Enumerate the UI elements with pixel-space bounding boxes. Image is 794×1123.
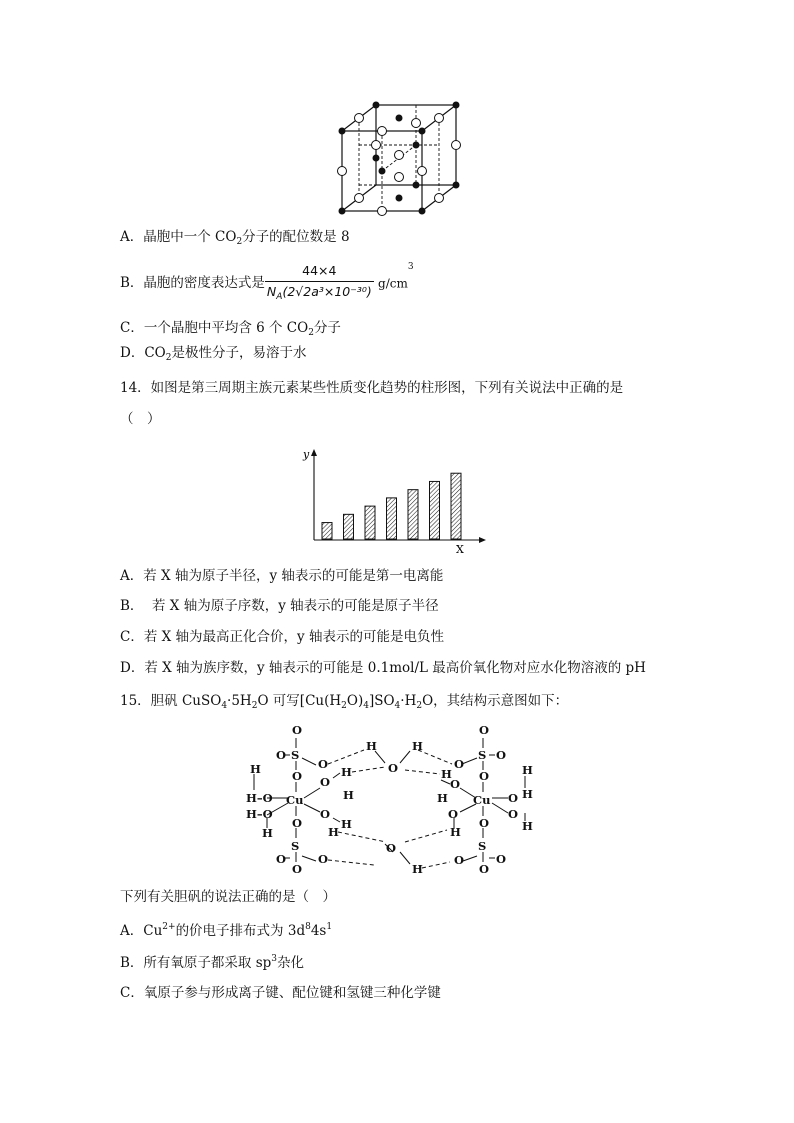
bar-7 [451, 473, 461, 539]
q13-option-d-sub: 2 [165, 353, 172, 363]
q13-option-b-unit-sup: 3 [407, 262, 414, 272]
svg-text:Cu: Cu [473, 793, 491, 807]
svg-text:O: O [292, 769, 303, 783]
q13-option-c [120, 322, 341, 338]
fraction-denominator: $N_A(2√2a^3\times 10^{-30})$ [266, 283, 372, 302]
bar-3 [365, 506, 375, 539]
svg-text:H: H [412, 739, 423, 753]
svg-text:H: H [441, 767, 452, 781]
svg-text:O: O [292, 723, 303, 737]
q14-option-a-text: A．若 X 轴为原子半径，y 轴表示的可能是第一电离能 [120, 568, 444, 584]
svg-text:H: H [250, 762, 261, 776]
q14-option-b [120, 600, 439, 614]
q14-option-d-text: D．若 X 轴为族序数，y 轴表示的可能是 0.1mol/L 最高价氧化物对应水化物溶液的 pH [120, 660, 646, 676]
q13-option-b-prefix: B．晶胞的密度表达式是 [120, 274, 265, 291]
svg-text:H: H [412, 862, 423, 876]
svg-text:H: H [262, 826, 273, 840]
svg-text:Cu: Cu [286, 793, 304, 807]
q14-option-c-text: C．若 X 轴为最高正化合价，y 轴表示的可能是电负性 [120, 629, 444, 645]
svg-text:O: O [388, 761, 399, 775]
bar-6 [430, 481, 440, 539]
svg-text:S: S [291, 748, 300, 762]
svg-text:O: O [320, 807, 331, 821]
svg-text:H: H [366, 739, 377, 753]
svg-text:O: O [454, 757, 465, 771]
q15-option-a: A．$Cu^{2+}$的价电子排布式为 $3d^84s^1$ [120, 922, 333, 939]
y-axis-label: y [303, 448, 310, 461]
copper-sulfate-structure-diagram [240, 718, 560, 878]
q13-option-c-prefix: C．一个晶胞中平均含 6 个 CO [120, 320, 309, 336]
svg-text:O: O [479, 723, 490, 737]
q14-stem-line1: 14．如图是第三周期主族元素某些性质变化趋势的柱形图，下列有关说法中正确的是 [120, 380, 624, 396]
q13-option-c-suffix: 分子 [313, 320, 341, 336]
svg-text:S: S [291, 839, 300, 853]
svg-text:O: O [496, 748, 507, 762]
svg-text:O: O [292, 862, 303, 876]
co2-unit-cell-diagram [330, 95, 465, 217]
q13-option-a-suffix: 分子的配位数是 8 [242, 229, 350, 245]
svg-text:O: O [276, 748, 287, 762]
svg-text:O: O [318, 757, 329, 771]
svg-text:O: O [508, 807, 519, 821]
svg-text:O: O [320, 775, 331, 789]
svg-text:O: O [292, 816, 303, 830]
q13-option-d-prefix: D．CO [120, 345, 166, 361]
q14-option-b-text: B． 若 X 轴为原子序数，y 轴表示的可能是原子半径 [120, 598, 439, 614]
svg-text:H: H [341, 817, 352, 831]
svg-text:O: O [318, 852, 329, 866]
q13-option-a-prefix: A．晶胞中一个 CO [120, 229, 237, 245]
q13-option-c-sub: 2 [308, 328, 314, 338]
svg-text:O: O [448, 807, 459, 821]
svg-text:H–O: H–O [246, 807, 273, 821]
q13-option-d-suffix: 是极性分子，易溶于水 [171, 345, 307, 361]
svg-text:H: H [522, 787, 533, 801]
svg-text:O: O [496, 852, 507, 866]
q15-stem: 15．胆矾 $CuSO_4\cdot 5H_2O$ 可写$[Cu(H_2O)_4]SO_4\cdot H_2O$，其结构示意图如下： [120, 693, 569, 711]
q15-option-c: C．氧原子参与形成离子键、配位键和氢键三种化学键 [120, 985, 441, 1001]
bar-2 [344, 514, 354, 539]
q14-option-a [120, 570, 443, 584]
bar-1 [322, 523, 332, 539]
svg-text:O: O [479, 769, 490, 783]
q13-option-b [120, 263, 414, 302]
svg-text:H: H [328, 825, 339, 839]
svg-text:O: O [454, 853, 465, 867]
fraction-numerator: 44×4 [265, 265, 374, 282]
q14-option-c [120, 631, 444, 645]
svg-text:H: H [437, 791, 448, 805]
bar-chart [300, 445, 490, 555]
svg-text:O: O [386, 841, 397, 855]
q15-question: 下列有关胆矾的说法正确的是（ ） [120, 889, 336, 905]
svg-text:S: S [478, 748, 487, 762]
svg-text:H: H [522, 763, 533, 777]
svg-text:H: H [522, 819, 533, 833]
y-axis-arrow [311, 449, 317, 456]
svg-text:H–O: H–O [246, 791, 273, 805]
q13-option-b-unit: g/cm [378, 276, 408, 291]
svg-text:H: H [341, 765, 352, 779]
bar-5 [408, 490, 418, 539]
svg-text:H: H [343, 788, 354, 802]
q14-stem-line2: （ ） [120, 411, 161, 427]
svg-text:O: O [450, 777, 461, 791]
svg-text:S: S [478, 839, 487, 853]
svg-text:O: O [508, 791, 519, 805]
density-fraction [265, 265, 374, 302]
x-axis-arrow [479, 537, 486, 543]
svg-text:O: O [479, 816, 490, 830]
q15-option-b: B．所有氧原子都采取 $sp^3$杂化 [120, 954, 305, 971]
svg-text:H: H [450, 825, 461, 839]
q13-option-a-sub: 2 [236, 237, 243, 247]
bar-4 [387, 498, 397, 539]
q13-option-a [120, 231, 350, 247]
q14-option-d [120, 662, 646, 676]
svg-text:O: O [276, 852, 287, 866]
q13-option-d [120, 347, 306, 363]
svg-text:O: O [479, 862, 490, 876]
x-axis-label: X [456, 543, 464, 555]
